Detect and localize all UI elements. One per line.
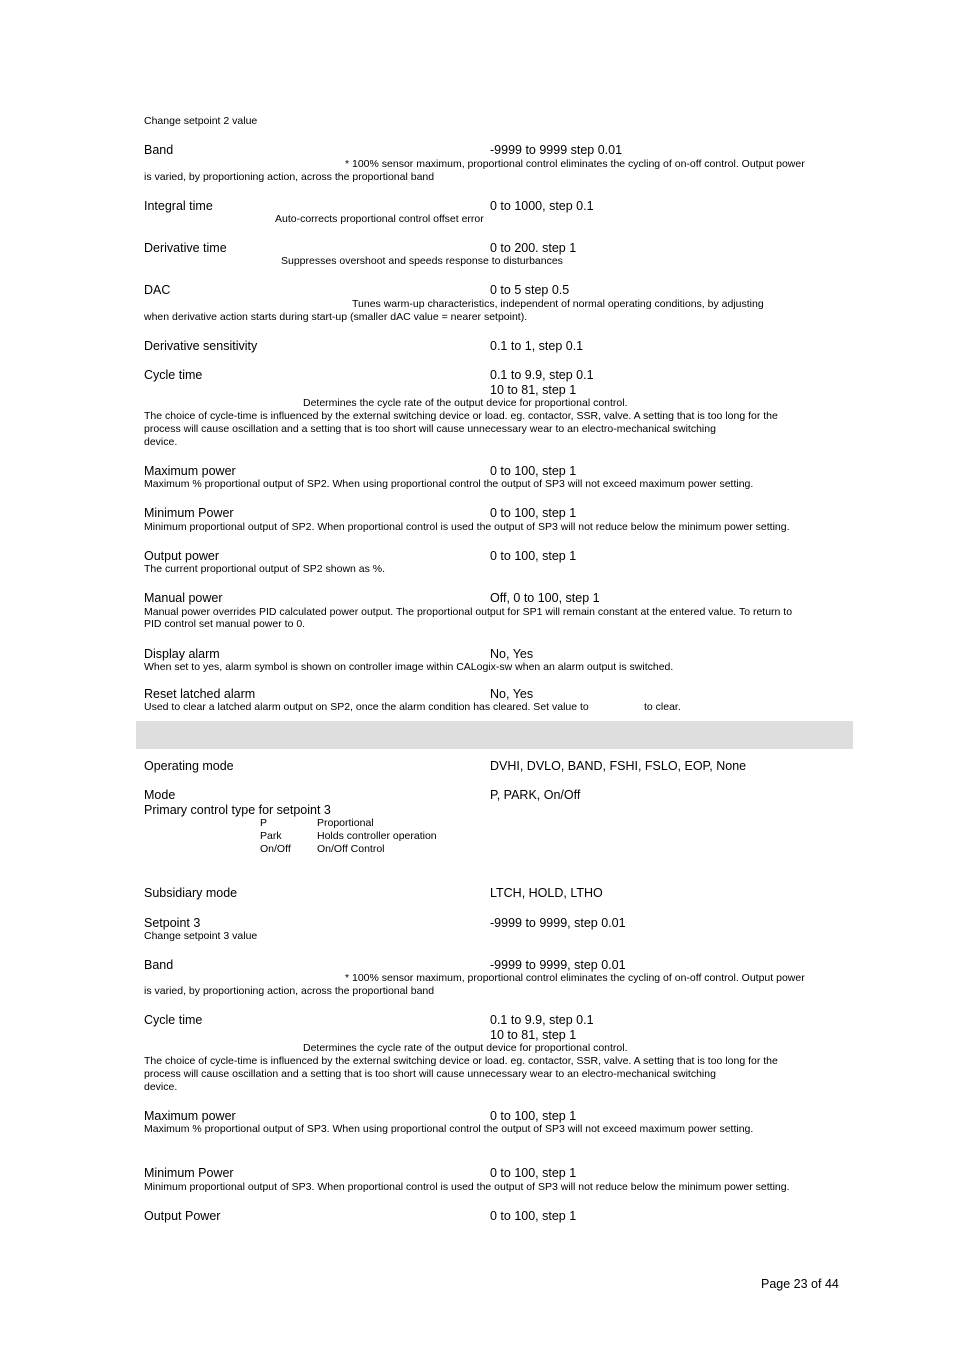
mode-label: Mode xyxy=(144,788,176,802)
subsidiary-mode-range: LTCH, HOLD, LTHO xyxy=(490,886,603,900)
cycle-time-desc: process will cause oscillation and a setting that is too short will cause unnecessary wear to an electro-mechanical switching xyxy=(144,1068,716,1080)
display-alarm-desc: When set to yes, alarm symbol is shown on controller image within CALogix-sw when an alarm output is switched. xyxy=(144,661,674,673)
cycle-time-label: Cycle time xyxy=(144,1013,203,1027)
mode-range: P, PARK, On/Off xyxy=(490,788,581,802)
output-power-label: Output Power xyxy=(144,1209,221,1223)
band-desc: is varied, by proportioning action, across the proportional band xyxy=(144,985,435,997)
derivative-time-desc: Suppresses overshoot and speeds response to disturbances xyxy=(281,255,563,267)
mode-option-text: Proportional xyxy=(317,817,374,829)
mode-option-code: P xyxy=(260,817,268,829)
manual-power-label: Manual power xyxy=(144,591,223,605)
cycle-time-range: 0.1 to 9.9, step 0.1 xyxy=(490,1013,594,1027)
manual-power-desc: Manual power overrides PID calculated power output. The proportional output for SP1 will remain constant at the entered value. To return to xyxy=(144,606,793,618)
mode-option-text: On/Off Control xyxy=(317,843,385,855)
integral-time-label: Integral time xyxy=(144,199,213,213)
mode-option-text: Holds controller operation xyxy=(317,830,437,842)
setpoint3-label: Setpoint 3 xyxy=(144,916,201,930)
display-alarm-range: No, Yes xyxy=(490,647,534,661)
cycle-time-desc: device. xyxy=(144,1081,178,1093)
section-header-bar xyxy=(136,721,853,749)
output-power-desc: The current proportional output of SP2 shown as %. xyxy=(144,563,386,575)
dac-desc: Tunes warm-up characteristics, independent of normal operating conditions, by adjusting xyxy=(352,298,764,310)
band-range: -9999 to 9999, step 0.01 xyxy=(490,958,626,972)
subsidiary-mode-label: Subsidiary mode xyxy=(144,886,238,900)
cycle-time-desc: The choice of cycle-time is influenced by the external switching device or load. eg. contactor, SSR, valve. A setting that is too long for the xyxy=(144,1055,778,1067)
cycle-time-desc: process will cause oscillation and a setting that is too short will cause unnecessary wear to an electro-mechanical switching xyxy=(144,423,716,435)
reset-latched-alarm-desc: to clear. xyxy=(644,701,681,713)
manual-power-range: Off, 0 to 100, step 1 xyxy=(490,591,600,605)
manual-power-desc: PID control set manual power to 0. xyxy=(144,618,306,630)
output-power-label: Output power xyxy=(144,549,220,563)
reset-latched-alarm-range: No, Yes xyxy=(490,687,534,701)
mode-option-code: Park xyxy=(260,830,282,842)
min-power-desc: Minimum proportional output of SP3. When proportional control is used the output of SP3 will not reduce below the minimum power setting. xyxy=(144,1181,790,1193)
derivative-sensitivity-range: 0.1 to 1, step 0.1 xyxy=(490,339,584,353)
max-power-desc: Maximum % proportional output of SP2. When using proportional control the output of SP3 will not exceed maximum power setting. xyxy=(144,478,754,490)
cycle-time-range: 10 to 81, step 1 xyxy=(490,383,577,397)
integral-time-desc: Auto-corrects proportional control offset error xyxy=(275,213,484,225)
derivative-sensitivity-label: Derivative sensitivity xyxy=(144,339,258,353)
dac-label: DAC xyxy=(144,283,171,297)
output-power-range: 0 to 100, step 1 xyxy=(490,549,577,563)
cycle-time-desc: device. xyxy=(144,436,178,448)
band-label: Band xyxy=(144,143,174,157)
band-label: Band xyxy=(144,958,174,972)
cycle-time-desc: The choice of cycle-time is influenced by the external switching device or load. eg. contactor, SSR, valve. A setting that is too long for the xyxy=(144,410,778,422)
band-desc: is varied, by proportioning action, across the proportional band xyxy=(144,171,435,183)
min-power-range: 0 to 100, step 1 xyxy=(490,1166,577,1180)
max-power-label: Maximum power xyxy=(144,1109,236,1123)
band-desc: * 100% sensor maximum, proportional control eliminates the cycling of on-off control. Output power xyxy=(345,972,805,984)
display-alarm-label: Display alarm xyxy=(144,647,220,661)
reset-latched-alarm-desc: Used to clear a latched alarm output on SP2, once the alarm condition has cleared. Set value to xyxy=(144,701,589,713)
min-power-label: Minimum Power xyxy=(144,506,234,520)
reset-latched-alarm-label: Reset latched alarm xyxy=(144,687,256,701)
dac-desc: when derivative action starts during start-up (smaller dAC value = nearer setpoint). xyxy=(144,311,528,323)
operating-mode-range: DVHI, DVLO, BAND, FSHI, FSLO, EOP, None xyxy=(490,759,747,773)
mode-option-code: On/Off xyxy=(260,843,291,855)
cycle-time-range: 10 to 81, step 1 xyxy=(490,1028,577,1042)
derivative-time-range: 0 to 200. step 1 xyxy=(490,241,577,255)
min-power-label: Minimum Power xyxy=(144,1166,234,1180)
max-power-range: 0 to 100, step 1 xyxy=(490,1109,577,1123)
min-power-desc: Minimum proportional output of SP2. When proportional control is used the output of SP3 will not reduce below the minimum power setting. xyxy=(144,521,790,533)
setpoint2-note: Change setpoint 2 value xyxy=(144,115,258,127)
operating-mode-label: Operating mode xyxy=(144,759,234,773)
mode-desc: Primary control type for setpoint 3 xyxy=(144,803,331,817)
cycle-time-desc: Determines the cycle rate of the output device for proportional control. xyxy=(303,397,628,409)
max-power-range: 0 to 100, step 1 xyxy=(490,464,577,478)
cycle-time-range: 0.1 to 9.9, step 0.1 xyxy=(490,368,594,382)
max-power-label: Maximum power xyxy=(144,464,236,478)
setpoint3-desc: Change setpoint 3 value xyxy=(144,930,258,942)
derivative-time-label: Derivative time xyxy=(144,241,227,255)
min-power-range: 0 to 100, step 1 xyxy=(490,506,577,520)
output-power-range: 0 to 100, step 1 xyxy=(490,1209,577,1223)
setpoint3-range: -9999 to 9999, step 0.01 xyxy=(490,916,626,930)
cycle-time-desc: Determines the cycle rate of the output device for proportional control. xyxy=(303,1042,628,1054)
page-number: Page 23 of 44 xyxy=(761,1277,839,1291)
integral-time-range: 0 to 1000, step 0.1 xyxy=(490,199,594,213)
cycle-time-label: Cycle time xyxy=(144,368,203,382)
band-desc: * 100% sensor maximum, proportional control eliminates the cycling of on-off control. Output power xyxy=(345,158,805,170)
band-range: -9999 to 9999 step 0.01 xyxy=(490,143,623,157)
max-power-desc: Maximum % proportional output of SP3. When using proportional control the output of SP3 will not exceed maximum power setting. xyxy=(144,1123,754,1135)
dac-range: 0 to 5 step 0.5 xyxy=(490,283,570,297)
